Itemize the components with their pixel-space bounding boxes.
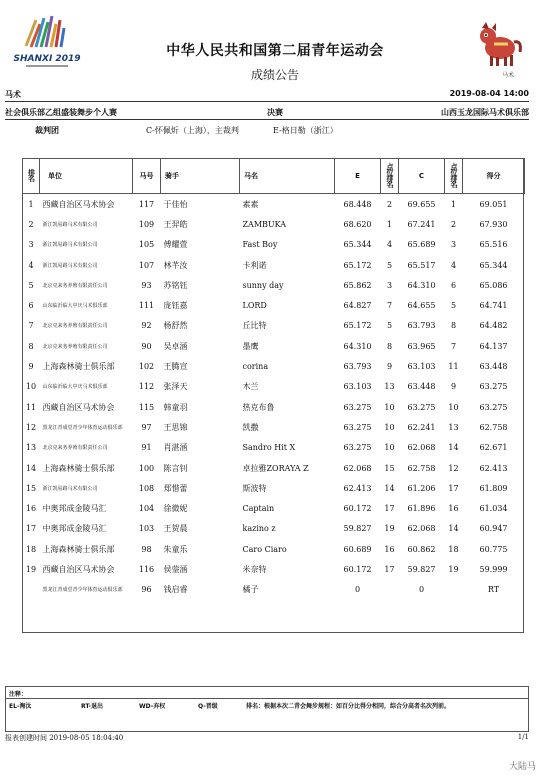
logo-text: SHANXI 2019 [13, 54, 81, 64]
cell-c: 59.827 [407, 564, 436, 574]
cell-e-rank: 8 [386, 341, 393, 351]
cell-horse-no: 90 [141, 341, 152, 351]
cell-horse: 米奈特 [242, 564, 267, 574]
table-row [23, 438, 525, 458]
table-row [23, 275, 525, 295]
notes-box [5, 686, 529, 732]
cell-unit: 中奥邦成金陵马汇 [42, 504, 107, 514]
watermark: 大陆马 [508, 762, 536, 772]
cell-horse: 热克布鲁 [242, 402, 275, 412]
cell-c-rank: 8 [450, 321, 457, 331]
cell-c: 61.896 [407, 504, 436, 514]
cell-horse: 卡利诺 [242, 260, 267, 270]
cell-c-rank [445, 580, 463, 600]
cell-score: 65.086 [479, 280, 508, 290]
cell-rider: 庞钰嘉 [163, 301, 188, 311]
cell-e: 68.448 [343, 199, 372, 209]
cell-e: 65.862 [343, 280, 372, 290]
cell-unit: 山东临沂临大中庆马术俱乐部 [42, 384, 108, 391]
cell-rank: 13 [25, 443, 37, 453]
cell-c: 64.310 [407, 280, 436, 290]
cell-rank: 10 [25, 382, 37, 392]
cell-e-rank: 16 [384, 544, 395, 554]
cell-score: 65.344 [479, 260, 508, 270]
cell-horse-no: 97 [141, 422, 152, 432]
cell-c: 63.275 [407, 402, 436, 412]
cell-e: 65.172 [343, 321, 372, 331]
cell-c-rank: 19 [448, 564, 459, 574]
cell-c-rank: 11 [448, 362, 459, 372]
cell-rank: 17 [25, 524, 37, 534]
cell-unit: 浙江凯易路马术有限公司 [42, 485, 98, 492]
cell-rider: 陈言钊 [163, 463, 188, 473]
cell-rider: 苏铭钰 [163, 280, 188, 290]
divider [5, 101, 529, 102]
cell-e: 63.275 [343, 422, 372, 432]
cell-unit: 北京克来务养殖有限责任公司 [42, 323, 108, 330]
cell-horse: 墨鹰 [242, 341, 259, 351]
table-row [23, 539, 525, 559]
cell-horse-no: 98 [141, 544, 152, 554]
cell-c-rank: 3 [450, 240, 457, 250]
cell-rider: 吴卓涵 [163, 341, 188, 351]
cell-score: 67.930 [479, 219, 508, 229]
header-rank: 排名 [23, 159, 40, 194]
cell-e: 65.344 [343, 240, 372, 250]
table-row [23, 336, 525, 356]
cell-rank: 3 [28, 240, 34, 250]
cell-c-rank: 14 [448, 443, 459, 453]
venue: 山西玉龙国际马术俱乐部 [441, 108, 529, 117]
table-row [23, 417, 525, 437]
cell-rank: 8 [28, 341, 34, 351]
cell-unit: 上海森林骑士俱乐部 [42, 362, 115, 372]
judges-label: 裁判团 [35, 126, 59, 135]
cell-c: 64.655 [407, 301, 436, 311]
judge-c: C-怀佩炘（上海），主裁判 [146, 126, 239, 135]
cell-e: 0 [354, 585, 361, 595]
cell-rank: 16 [25, 504, 37, 514]
cell-horse: 丘比特 [242, 321, 267, 331]
note-rt: RT-退出 [81, 703, 104, 710]
header-score: 得分 [463, 159, 525, 194]
cell-horse-no: 116 [138, 564, 155, 574]
cell-rider: 王思锦 [163, 422, 188, 432]
cell-horse: Captain [242, 504, 275, 514]
cell-horse-no: 92 [141, 321, 152, 331]
table-row [23, 559, 525, 579]
cell-rider: 肖湛涵 [163, 443, 188, 453]
cell-c-rank: 2 [450, 219, 457, 229]
cell-e-rank: 9 [386, 362, 393, 372]
cell-rank: 7 [28, 321, 34, 331]
cell-rank: 9 [28, 362, 34, 372]
notes-label: 注释： [9, 691, 28, 698]
cell-horse-no: 103 [138, 524, 155, 534]
table-row [23, 580, 525, 600]
table-row [23, 295, 525, 315]
cell-rank: 15 [25, 483, 37, 493]
table-row [23, 235, 525, 255]
table-row [23, 377, 525, 397]
cell-rider: 郑惜蕾 [163, 483, 188, 493]
cell-horse: 橘子 [242, 585, 259, 595]
cell-score: 60.775 [479, 544, 508, 554]
cell-unit: 上海森林骑士俱乐部 [42, 463, 115, 473]
cell-score: 61.809 [479, 483, 508, 493]
cell-rank: 1 [28, 199, 34, 209]
cell-score: 59.999 [479, 564, 508, 574]
cell-rider: 王腾宣 [163, 362, 188, 372]
cell-c-rank: 16 [448, 504, 459, 514]
note-q: Q-晋级 [198, 703, 218, 710]
cell-unit: 山东临沂临大中庆马术俱乐部 [42, 303, 108, 310]
cell-rider: 傅耀萱 [163, 240, 188, 250]
cell-rider: 朱童乐 [163, 544, 188, 554]
table-row [23, 397, 525, 417]
cell-score: 65.516 [479, 240, 508, 250]
cell-e: 68.620 [343, 219, 372, 229]
cell-c: 61.206 [407, 483, 436, 493]
table-row [23, 316, 525, 336]
cell-c: 65.517 [407, 260, 436, 270]
cell-c-rank: 10 [448, 402, 459, 412]
cell-rider: 钱启睿 [163, 585, 188, 595]
cell-horse: sunny day [242, 280, 284, 290]
table-row [23, 519, 525, 539]
cell-horse: ZAMBUKA [242, 219, 287, 229]
cell-horse: 凯撒 [242, 422, 259, 432]
cell-unit: 浙江凯易路马术有限公司 [42, 242, 98, 249]
cell-horse-no: 107 [138, 260, 155, 270]
datetime: 2019-08-04 14:00 [449, 89, 529, 98]
cell-unit: 上海森林骑士俱乐部 [42, 544, 115, 554]
header-e-rank: 点位排名 [381, 159, 399, 194]
cell-e-rank: 15 [384, 463, 395, 473]
note-wd: WD-弃权 [139, 703, 166, 710]
cell-horse-no: 109 [138, 219, 155, 229]
cell-unit: 浙江凯易路马术有限公司 [42, 262, 98, 269]
cell-c-rank: 1 [450, 199, 457, 209]
cell-c: 62.068 [407, 524, 436, 534]
cell-c-rank: 5 [450, 301, 457, 311]
header-horse-no: 马号 [133, 159, 161, 194]
divider [5, 119, 529, 120]
cell-horse-no: 105 [138, 240, 155, 250]
cell-horse: Caro Ciaro [242, 544, 287, 554]
cell-rider: 徐微妮 [163, 504, 188, 514]
cell-unit: 北京克来务养殖有限责任公司 [42, 445, 108, 452]
cell-unit: 黑龙江青成堂青少年体育运动俱乐部 [42, 424, 123, 431]
cell-unit: 北京克来务养殖有限责任公司 [42, 343, 108, 350]
cell-c-rank: 13 [448, 422, 459, 432]
cell-rider: 于佳怡 [163, 199, 188, 209]
cell-unit: 西藏自治区马术协会 [42, 564, 115, 574]
cell-c-rank: 18 [448, 544, 459, 554]
cell-rider: 林芊汝 [163, 260, 188, 270]
cell-e-rank: 5 [386, 321, 393, 331]
cell-e-rank: 10 [384, 402, 395, 412]
cell-c: 62.758 [407, 463, 436, 473]
table-row [23, 356, 525, 376]
cell-unit: 中奥邦成金陵马汇 [42, 524, 107, 534]
cell-horse: 卓拉雅ZORAYA Z [242, 463, 309, 473]
cell-unit: 西藏自治区马术协会 [42, 199, 115, 209]
cell-c-rank: 6 [450, 280, 457, 290]
cell-horse-no: 91 [141, 443, 152, 453]
page-number: 1/1 [517, 733, 529, 741]
cell-e-rank [381, 580, 399, 600]
cell-horse-no: 112 [138, 382, 155, 392]
cell-e-rank: 4 [386, 240, 393, 250]
mascot-caption: 马术 [501, 72, 514, 79]
page-title: 中华人民共和国第二届青年运动会 [166, 43, 384, 59]
cell-c-rank: 17 [448, 483, 459, 493]
cell-horse: Sandro Hit X [242, 443, 296, 453]
cell-score: RT [487, 585, 500, 595]
cell-horse: 斯波特 [242, 483, 267, 493]
cell-e: 59.827 [343, 524, 372, 534]
table-row [23, 478, 525, 498]
cell-e: 60.172 [343, 504, 372, 514]
cell-e: 63.103 [343, 382, 372, 392]
cell-c: 63.965 [407, 341, 436, 351]
cell-e: 60.689 [343, 544, 372, 554]
cell-c-rank: 12 [448, 463, 459, 473]
cell-score: 62.758 [479, 422, 508, 432]
cell-c: 69.655 [407, 199, 436, 209]
divider [6, 698, 528, 699]
note-el: EL-淘汰 [9, 703, 32, 710]
phase: 决赛 [267, 108, 283, 117]
cell-score: 64.137 [479, 341, 508, 351]
cell-e: 63.275 [343, 402, 372, 412]
cell-rank: 18 [25, 544, 37, 554]
created-time: 报表创建时间 2019-08-05 18:04:40 [5, 734, 124, 742]
cell-score: 63.448 [479, 362, 508, 372]
cell-c: 63.448 [407, 382, 436, 392]
cell-e-rank: 17 [384, 504, 395, 514]
cell-unit: 北京克来务养殖有限责任公司 [42, 282, 108, 289]
cell-horse: kazino z [242, 524, 276, 534]
event-name: 社会俱乐部乙组盛装舞步个人赛 [5, 108, 117, 117]
cell-c-rank: 9 [450, 382, 457, 392]
cell-rank: 11 [25, 402, 37, 412]
results-table [22, 158, 525, 600]
cell-e: 60.172 [343, 564, 372, 574]
cell-rider: 侯蓥涵 [163, 564, 188, 574]
cell-c: 67.241 [407, 219, 436, 229]
cell-c: 0 [418, 585, 425, 595]
cell-horse: Fast Boy [242, 240, 278, 250]
cell-rider: 杨舒然 [163, 321, 188, 331]
cell-c-rank: 4 [450, 260, 457, 270]
cell-e: 63.793 [343, 362, 372, 372]
cell-e: 64.827 [343, 301, 372, 311]
header-c-rank: 点位排名 [445, 159, 463, 194]
cell-horse-no: 115 [138, 402, 155, 412]
cell-rider: 张泽天 [163, 382, 188, 392]
judge-e: E-格日勒（浙江） [273, 126, 338, 135]
cell-e-rank: 17 [384, 564, 395, 574]
cell-horse: 素素 [242, 199, 259, 209]
header-unit: 单位 [40, 159, 133, 194]
cell-rank: 2 [28, 219, 34, 229]
header-rider: 骑手 [161, 159, 240, 194]
page-subtitle: 成绩公告 [250, 68, 299, 82]
cell-c: 63.103 [407, 362, 436, 372]
table-header-row [23, 159, 525, 194]
cell-e-rank: 10 [384, 422, 395, 432]
cell-score: 61.034 [479, 504, 508, 514]
cell-e-rank: 19 [384, 524, 395, 534]
cell-e: 62.413 [343, 483, 372, 493]
cell-e-rank: 1 [386, 219, 393, 229]
cell-rank: 5 [28, 280, 34, 290]
cell-horse-no: 102 [138, 362, 155, 372]
cell-score: 64.741 [479, 301, 508, 311]
cell-c: 65.689 [407, 240, 436, 250]
cell-horse-no: 104 [138, 504, 155, 514]
cell-c: 63.793 [407, 321, 436, 331]
cell-e: 63.275 [343, 443, 372, 453]
table-row [23, 194, 525, 215]
cell-horse-no: 108 [138, 483, 155, 493]
cell-e: 62.068 [343, 463, 372, 473]
cell-unit: 黑龙江青成堂青少年体育运动俱乐部 [42, 587, 123, 594]
cell-e: 64.310 [343, 341, 372, 351]
header-c: C [399, 159, 445, 194]
cell-horse: corina [242, 362, 269, 372]
cell-horse-no: 96 [141, 585, 152, 595]
cell-c-rank: 14 [448, 524, 459, 534]
cell-score: 60.947 [479, 524, 508, 534]
cell-e-rank: 3 [386, 280, 393, 290]
cell-c-rank: 7 [450, 341, 457, 351]
cell-score: 62.671 [479, 443, 508, 453]
cell-rank [23, 580, 40, 600]
cell-rank: 14 [25, 463, 37, 473]
cell-rank: 6 [28, 301, 34, 311]
cell-horse-no: 111 [138, 301, 155, 311]
cell-c: 62.068 [407, 443, 436, 453]
cell-rider: 韩童羽 [163, 402, 188, 412]
table-row [23, 498, 525, 518]
cell-rank: 12 [25, 422, 37, 432]
cell-rank: 19 [25, 564, 37, 574]
cell-e-rank: 7 [386, 301, 393, 311]
cell-horse-no: 100 [138, 463, 155, 473]
cell-e-rank: 2 [386, 199, 393, 209]
cell-rider: 王贺晨 [163, 524, 188, 534]
cell-e-rank: 13 [384, 382, 395, 392]
cell-rider: 王羿皓 [163, 219, 188, 229]
sport-name: 马术 [5, 90, 21, 99]
note-rule: 排名：根据本次二青会舞步规程：如百分比得分相同，综合分高者名次列前。 [246, 703, 451, 710]
mascot-horse-icon [474, 22, 524, 68]
cell-horse: 木兰 [242, 382, 259, 392]
table-row [23, 458, 525, 478]
cell-score: 63.275 [479, 382, 508, 392]
cell-horse-no: 93 [141, 280, 152, 290]
table-row [23, 214, 525, 234]
header-e: E [335, 159, 381, 194]
table-row [23, 255, 525, 275]
cell-c: 62.241 [407, 422, 436, 432]
cell-unit: 浙江凯易路马术有限公司 [42, 221, 98, 228]
cell-e-rank: 14 [384, 483, 395, 493]
cell-horse: LORD [242, 301, 267, 311]
cell-e-rank: 10 [384, 443, 395, 453]
cell-score: 62.413 [479, 463, 508, 473]
cell-c: 60.862 [407, 544, 436, 554]
cell-unit: 西藏自治区马术协会 [42, 402, 115, 412]
cell-rank: 4 [28, 260, 34, 270]
cell-e: 65.172 [343, 260, 372, 270]
header-horse: 马名 [240, 159, 335, 194]
cell-score: 69.051 [479, 199, 508, 209]
cell-score: 63.275 [479, 402, 508, 412]
cell-score: 64.482 [479, 321, 508, 331]
cell-horse-no: 117 [138, 199, 155, 209]
cell-e-rank: 5 [386, 260, 393, 270]
